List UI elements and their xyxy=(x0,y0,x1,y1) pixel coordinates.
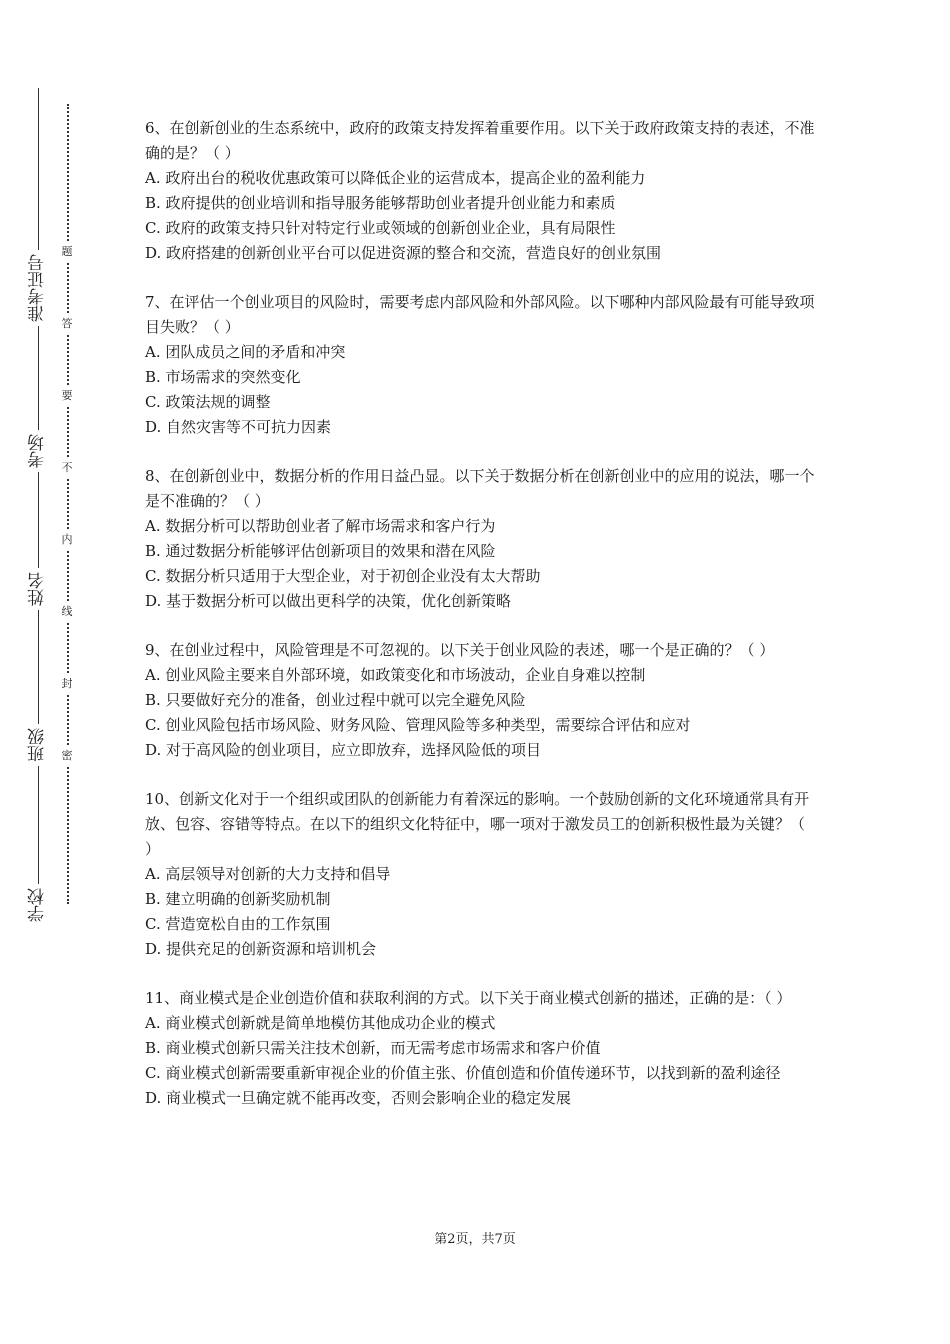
question-6 xyxy=(145,116,815,266)
option-c: C. 营造宽松自由的工作氛围 xyxy=(145,915,331,933)
option-b: B. 建立明确的创新奖励机制 xyxy=(145,890,331,908)
question-list xyxy=(145,116,815,1111)
seal-char: 答 xyxy=(59,314,75,334)
option-d: D. 政府搭建的创新创业平台可以促进资源的整合和交流，营造良好的创业氛围 xyxy=(145,244,662,262)
option-a: A. 创业风险主要来自外部环境，如政策变化和市场波动，企业自身难以控制 xyxy=(145,666,646,684)
option-c: C. 商业模式创新需要重新审视企业的价值主张、价值创造和价值传递环节，以找到新的盈利途径 xyxy=(145,1064,781,1082)
seal-char: 封 xyxy=(59,674,75,694)
question-7 xyxy=(145,290,815,440)
question-stem: 8、在创新创业中，数据分析的作用日益凸显。以下关于数据分析在创新创业中的应用的说法，哪一个是不准确的？（ ） xyxy=(145,467,815,510)
question-11 xyxy=(145,986,815,1111)
question-stem: 9、在创业过程中，风险管理是不可忽视的。以下关于创业风险的表述，哪一个是正确的？（ ） xyxy=(145,641,775,659)
question-stem: 7、在评估一个创业项目的风险时，需要考虑内部风险和外部风险。以下哪种内部风险最有可能导致项目失败？（ ） xyxy=(145,293,815,336)
option-b: B. 市场需求的突然变化 xyxy=(145,368,301,386)
option-c: C. 政府的政策支持只针对特定行业或领域的创新创业企业，具有局限性 xyxy=(145,219,616,237)
option-a: A. 政府出台的税收优惠政策可以降低企业的运营成本，提高企业的盈利能力 xyxy=(145,169,646,187)
option-a: A. 团队成员之间的矛盾和冲突 xyxy=(145,343,346,361)
exam-id-label: 准考证号 xyxy=(18,250,58,326)
option-b: B. 商业模式创新只需关注技术创新，而无需考虑市场需求和客户价值 xyxy=(145,1039,601,1057)
seal-dotted-line xyxy=(67,104,69,904)
option-a: A. 高层领导对创新的大力支持和倡导 xyxy=(145,865,391,883)
question-stem: 11、商业模式是企业创造价值和获取利润的方式。以下关于商业模式创新的描述，正确的是：（ ） xyxy=(145,989,792,1007)
seal-char: 题 xyxy=(59,242,75,262)
seal-char: 内 xyxy=(59,530,75,550)
seal-char: 不 xyxy=(59,458,75,478)
option-b: B. 政府提供的创业培训和指导服务能够帮助创业者提升创业能力和素质 xyxy=(145,194,616,212)
class-label: 班级 xyxy=(18,724,58,766)
question-stem: 6、在创新创业的生态系统中，政府的政策支持发挥着重要作用。以下关于政府政策支持的表述，不准确的是？（ ） xyxy=(145,119,815,162)
page-number: 第2页，共7页 xyxy=(434,1232,516,1247)
option-b: B. 只要做好充分的准备，创业过程中就可以完全避免风险 xyxy=(145,691,526,709)
option-d: D. 自然灾害等不可抗力因素 xyxy=(145,418,332,436)
seal-char: 密 xyxy=(59,746,75,766)
option-a: A. 商业模式创新就是简单地模仿其他成功企业的模式 xyxy=(145,1014,496,1032)
option-c: C. 数据分析只适用于大型企业，对于初创企业没有太大帮助 xyxy=(145,567,541,585)
binding-line xyxy=(38,88,39,920)
option-c: C. 创业风险包括市场风险、财务风险、管理风险等多种类型，需要综合评估和应对 xyxy=(145,716,691,734)
school-label: 学校 xyxy=(18,884,58,926)
question-9 xyxy=(145,638,815,763)
option-d: D. 商业模式一旦确定就不能再改变，否则会影响企业的稳定发展 xyxy=(145,1089,572,1107)
seal-char: 要 xyxy=(59,386,75,406)
question-stem: 10、创新文化对于一个组织或团队的创新能力有着深远的影响。一个鼓励创新的文化环境通常具有开放、包容、容错等特点。在以下的组织文化特征中，哪一项对于激发员工的创新积极性最为关键？（ ） xyxy=(145,790,810,858)
option-b: B. 通过数据分析能够评估创新项目的效果和潜在风险 xyxy=(145,542,496,560)
question-10 xyxy=(145,787,815,962)
exam-room-label: 考场 xyxy=(18,430,58,472)
question-8 xyxy=(145,464,815,614)
option-d: D. 基于数据分析可以做出更科学的决策，优化创新策略 xyxy=(145,592,512,610)
option-d: D. 提供充足的创新资源和培训机会 xyxy=(145,940,377,958)
option-d: D. 对于高风险的创业项目，应立即放弃，选择风险低的项目 xyxy=(145,741,542,759)
seal-char: 线 xyxy=(59,602,75,622)
name-label: 姓名 xyxy=(18,568,58,610)
option-a: A. 数据分析可以帮助创业者了解市场需求和客户行为 xyxy=(145,517,496,535)
option-c: C. 政策法规的调整 xyxy=(145,393,271,411)
